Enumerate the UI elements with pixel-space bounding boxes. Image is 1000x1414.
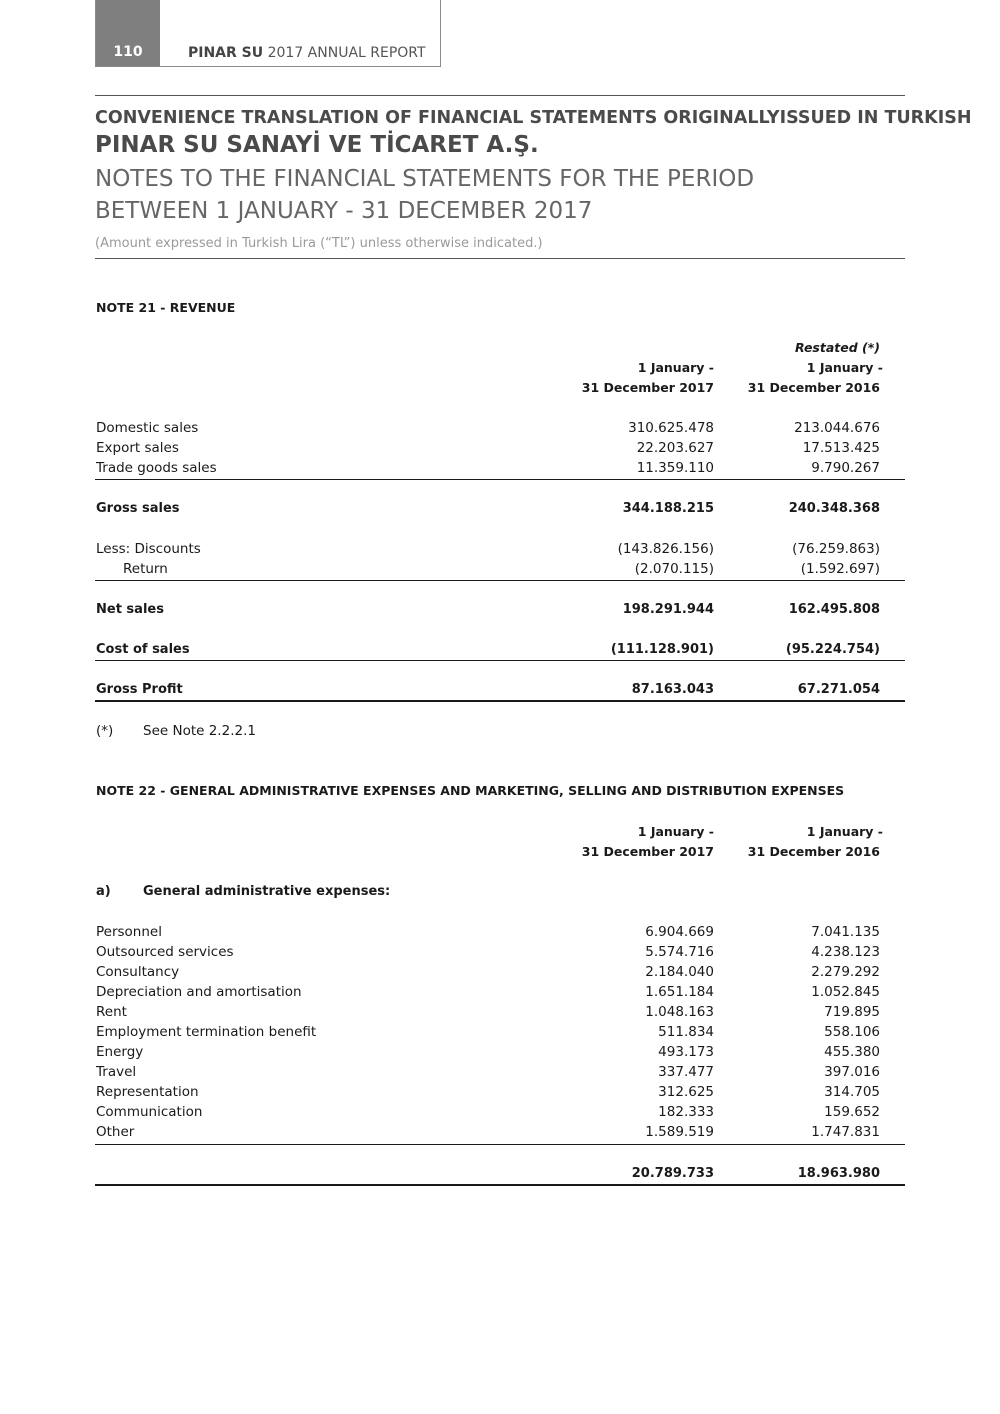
row-label: Representation bbox=[96, 1084, 199, 1100]
row-label: Domestic sales bbox=[96, 420, 199, 436]
table-row-total bbox=[95, 682, 905, 702]
row-value-2016: 213.044.676 bbox=[794, 420, 880, 436]
translation-notice: CONVENIENCE TRANSLATION OF FINANCIAL STATEMENTS ORIGINALLYISSUED IN TURKISH bbox=[95, 108, 972, 128]
row-label: Cost of sales bbox=[96, 642, 190, 657]
row-value-2017: 310.625.478 bbox=[628, 420, 714, 436]
table-row bbox=[95, 1104, 905, 1124]
rule-line-thick bbox=[95, 700, 905, 702]
brand-name: PINAR SU bbox=[188, 45, 264, 61]
row-value-2016: 1.052.845 bbox=[811, 984, 880, 1000]
row-value-2017: 511.834 bbox=[658, 1024, 714, 1040]
note21-col2-head-line2: 31 December 2016 bbox=[747, 380, 880, 395]
note-22-title: NOTE 22 - GENERAL ADMINISTRATIVE EXPENSES AND MARKETING, SELLING AND DISTRIBUTION EXPENSES bbox=[96, 783, 845, 798]
row-value-2016: (95.224.754) bbox=[785, 642, 880, 657]
note22-col1-head-line1: 1 January - bbox=[637, 824, 714, 839]
row-value-2016: (76.259.863) bbox=[792, 541, 880, 557]
total-value-2017: 20.789.733 bbox=[631, 1166, 714, 1181]
row-label: Consultancy bbox=[96, 964, 180, 980]
row-value-2017: 5.574.716 bbox=[645, 944, 714, 960]
report-name: 2017 ANNUAL REPORT bbox=[267, 45, 426, 61]
row-label: Net sales bbox=[96, 602, 164, 617]
table-row bbox=[95, 460, 905, 480]
restated-label: Restated (*) bbox=[794, 340, 880, 355]
row-value-2017: (111.128.901) bbox=[610, 642, 714, 657]
note22-col2-head-line1: 1 January - bbox=[806, 824, 883, 839]
row-value-2016: 558.106 bbox=[824, 1024, 880, 1040]
header-divider-bottom bbox=[95, 258, 905, 259]
row-label: Energy bbox=[96, 1044, 144, 1060]
row-label: Return bbox=[123, 561, 168, 577]
row-value-2016: (1.592.697) bbox=[800, 561, 880, 577]
footnote-mark: (*) bbox=[96, 723, 114, 739]
currency-note: (Amount expressed in Turkish Lira (“TL”) unless otherwise indicated.) bbox=[95, 236, 543, 251]
table-row bbox=[95, 924, 905, 944]
row-value-2016: 159.652 bbox=[824, 1104, 880, 1120]
row-label: Travel bbox=[96, 1064, 137, 1080]
table-row bbox=[95, 1044, 905, 1064]
row-value-2016: 1.747.831 bbox=[811, 1124, 880, 1140]
table-row-total bbox=[95, 1166, 905, 1186]
row-label: Trade goods sales bbox=[96, 460, 217, 476]
row-label: Depreciation and amortisation bbox=[96, 984, 302, 1000]
company-name: PINAR SU SANAYİ VE TİCARET A.Ş. bbox=[95, 132, 539, 158]
row-value-2017: 182.333 bbox=[658, 1104, 714, 1120]
table-row bbox=[95, 984, 905, 1004]
row-value-2017: 312.625 bbox=[658, 1084, 714, 1100]
row-value-2017: 1.589.519 bbox=[645, 1124, 714, 1140]
row-value-2016: 67.271.054 bbox=[797, 682, 880, 697]
report-title bbox=[188, 45, 426, 61]
table-row bbox=[95, 1064, 905, 1084]
row-value-2017: (2.070.115) bbox=[634, 561, 714, 577]
row-value-2017: 344.188.215 bbox=[622, 501, 714, 516]
row-label: Rent bbox=[96, 1004, 127, 1020]
notes-title-line2: BETWEEN 1 JANUARY - 31 DECEMBER 2017 bbox=[95, 198, 593, 224]
notes-title-line1: NOTES TO THE FINANCIAL STATEMENTS FOR THE PERIOD bbox=[95, 166, 755, 192]
row-value-2017: 1.651.184 bbox=[645, 984, 714, 1000]
row-value-2017: 22.203.627 bbox=[636, 440, 714, 456]
row-label: Outsourced services bbox=[96, 944, 234, 960]
table-row bbox=[95, 561, 905, 581]
row-value-2016: 240.348.368 bbox=[788, 501, 880, 516]
footnote bbox=[96, 723, 256, 739]
row-value-2017: 87.163.043 bbox=[631, 682, 714, 697]
note22-col2-head-line2: 31 December 2016 bbox=[747, 844, 880, 859]
row-value-2016: 2.279.292 bbox=[811, 964, 880, 980]
row-value-2017: 198.291.944 bbox=[622, 602, 714, 617]
table-row bbox=[95, 1024, 905, 1044]
table-row bbox=[95, 1124, 905, 1144]
table-row-total bbox=[95, 501, 905, 521]
row-value-2017: 1.048.163 bbox=[645, 1004, 714, 1020]
footnote-text: See Note 2.2.2.1 bbox=[143, 723, 256, 739]
section-heading bbox=[96, 884, 391, 899]
row-value-2017: 2.184.040 bbox=[645, 964, 714, 980]
table-row bbox=[95, 964, 905, 984]
note21-col1-head-line1: 1 January - bbox=[637, 360, 714, 375]
row-label: Communication bbox=[96, 1104, 203, 1120]
table-row-total bbox=[95, 602, 905, 622]
row-label: Gross Profit bbox=[96, 682, 183, 697]
row-value-2017: 493.173 bbox=[658, 1044, 714, 1060]
table-row bbox=[95, 944, 905, 964]
table-row-total bbox=[95, 642, 905, 662]
table-row bbox=[95, 1004, 905, 1024]
row-value-2017: (143.826.156) bbox=[617, 541, 714, 557]
rule-line bbox=[95, 479, 905, 480]
row-value-2016: 455.380 bbox=[824, 1044, 880, 1060]
table-row bbox=[95, 1084, 905, 1104]
row-value-2016: 162.495.808 bbox=[788, 602, 880, 617]
note22-col1-head-line2: 31 December 2017 bbox=[581, 844, 714, 859]
note21-col1-head-line2: 31 December 2017 bbox=[581, 380, 714, 395]
note-21-title: NOTE 21 - REVENUE bbox=[96, 300, 236, 315]
rule-line bbox=[95, 660, 905, 661]
rule-line bbox=[95, 1144, 905, 1145]
row-label: Export sales bbox=[96, 440, 179, 456]
header-divider-top bbox=[95, 95, 905, 96]
row-value-2016: 314.705 bbox=[824, 1084, 880, 1100]
table-row bbox=[95, 440, 905, 460]
section-mark: a) bbox=[96, 884, 111, 899]
row-value-2016: 7.041.135 bbox=[811, 924, 880, 940]
row-label: Personnel bbox=[96, 924, 162, 940]
row-value-2016: 397.016 bbox=[824, 1064, 880, 1080]
page-number: 110 bbox=[96, 0, 160, 66]
row-value-2016: 4.238.123 bbox=[811, 944, 880, 960]
section-title: General administrative expenses: bbox=[143, 884, 391, 899]
row-label: Employment termination benefit bbox=[96, 1024, 317, 1040]
rule-line-thick bbox=[95, 1184, 905, 1186]
row-label: Gross sales bbox=[96, 501, 180, 516]
note21-col2-head-line1: 1 January - bbox=[806, 360, 883, 375]
row-value-2016: 719.895 bbox=[824, 1004, 880, 1020]
table-row bbox=[95, 420, 905, 440]
row-value-2017: 11.359.110 bbox=[636, 460, 714, 476]
row-label: Other bbox=[96, 1124, 135, 1140]
row-label: Less: Discounts bbox=[96, 541, 201, 557]
rule-line bbox=[95, 580, 905, 581]
row-value-2017: 337.477 bbox=[658, 1064, 714, 1080]
total-value-2016: 18.963.980 bbox=[797, 1166, 880, 1181]
row-value-2016: 9.790.267 bbox=[811, 460, 880, 476]
table-row bbox=[95, 541, 905, 561]
page-header-tab bbox=[95, 0, 441, 67]
row-value-2016: 17.513.425 bbox=[802, 440, 880, 456]
row-value-2017: 6.904.669 bbox=[645, 924, 714, 940]
